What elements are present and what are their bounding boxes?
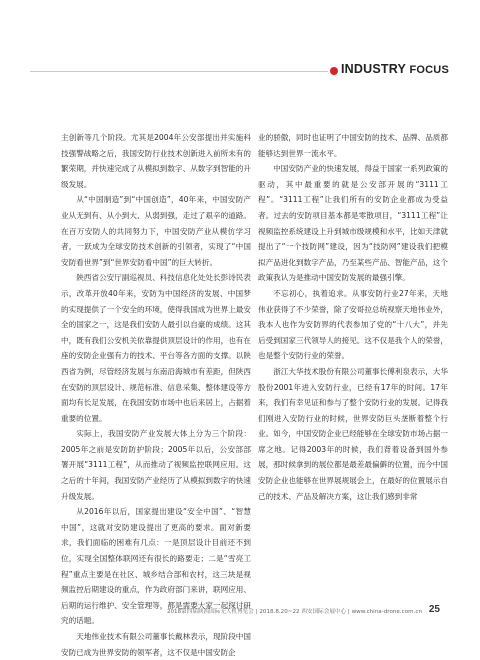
paragraph: 从2016年以后，国家提出建设“安全中国”、“智慧中国”，这就对安防建设提出了更高的要求。面对新要求，我们面临的困难有几点：一是顶层设计目前还不到位，实现全国整体联网还有很长的路要走；二是“雪亮工程”重点主要是在社区、城乡结合部和农村，这三块是视频监控后期建设的重点，作为政府部门来讲，联网应用、后期的运行维护、安全管理等，都是需要大家一起探讨研究的话题。 [61,507,251,626]
page-footer [0,604,480,618]
footer-event-info: 2018第四届陕西国际无人机博览会 | 2018.8.20~22 西安国际会展中心 | www.china-drone.com.cn [166,609,422,615]
header-rule [30,71,328,72]
section-title-main: INDUSTRY [341,62,410,76]
paragraph: 从“中国制造”到“中国创造”，40年来，中国安防产业从无到有、从小到大、从弱到强，走过了艰辛的道路。在百万安防人的共同努力下，中国安防产业从模仿学习者，一跃成为全球安防技术创新的引领者，实现了“中国安防看世界”到“世界安防看中国”的巨大转折。 [61,195,251,267]
paragraph: 实际上，我国安防产业发展大体上分为三个阶段：2005年之前是安防防护阶段；2005年以后，公安部部署开展“3111工程”，从而推动了视频监控联网应用。这之后的十年间，我国安防产业经历了从模拟到数字的快速升级发展。 [61,429,251,501]
paragraph: 陕西省公安厅副巡视员、科技信息化处处长彭诗民表示，改革开放40年来，安防为中国经济的发展、中国梦的实现提供了一个安全的环境，使得我国成为世界上最安全的国家之一，这是我们安防人最引以自豪的成绩。这其中，既有我们公安机关依靠提供顶层设计的作用，也有在座的安防企业强有力的技术、平台等各方面的支撑。以陕西省为例，尽管经济发展与东南沿海城市有差距，但陕西在安防的顶层设计、规范标准、信息采集、整体建设等方面均有长足发展，在我国安防市场中也后来居上，占据着重要的位置。 [61,273,251,423]
paragraph: 不忘初心，执着追求。从事安防行业27年来，天地伟业获得了不少荣誉，除了安哥拉总统视察天地伟业外，我本人也作为安防界的代表参加了党的“十八大”，并先后受到国家三代领导人的接见。这不仅是我个人的荣誉，也是整个安防行业的荣誉。 [258,288,448,361]
paragraph: 主创新等几个阶段。尤其是2004年公安部提出并实施科技强警战略之后，我国安防行业技术创新进入前所未有的繁荣期，并快速完成了从模拟到数字、从数字到智能的升级发展。 [61,133,251,189]
paragraph: 中国安防产业的快速发展，得益于国家一系列政策的驱动，其中最重要的就是公安部开展的“3111工程”。“3111工程”让我们所有的安防企业都成为受益者。过去的安防项目基本都是零散项目，“3111工程”让视频监控系统建设上升到城市级规模和水平，比如天津就提出了“一个技防网”建设，因为“技防网”建设我们把模拟产品进化到数字产品，乃至某些产品、智能产品，这个政策我认为是推动中国安防发展的最强引擎。 [258,164,448,283]
section-title-focus: FOCUS [409,64,449,76]
page-number: 25 [428,604,440,615]
paragraph: 天地伟业技术有限公司董事长戴林表示，现阶段中国安防已成为世界安防的领军者，这不仅是中国安防企 [61,632,251,657]
section-title [341,62,449,76]
right-text-column [258,130,448,504]
paragraph: 业的骄傲，同时也证明了中国安防的技术、品牌、品质都能够达到世界一流水平。 [258,133,448,158]
section-header [0,58,480,84]
header-red-dot-icon [330,67,338,75]
left-text-column [61,130,251,660]
paragraph: 浙江大华技术股份有限公司董事长傅利泉表示，大华股份2001年进入安防行业，已经有17年的时间。17年来，我们有幸见证和参与了整个安防行业的发展。记得我们刚进入安防行业的时候，世界安防巨头垄断着整个行业。如今，中国安防企业已经能够在全球安防市场占据一席之地。记得2003年的时候，我们背着设备到国外参展，那时候拿到的展位都是最差最偏僻的位置，而今中国安防企业也能够在世界展规展会上，在最好的位置展示自己的技术、产品及解决方案，这让我们感到非常 [258,366,448,501]
